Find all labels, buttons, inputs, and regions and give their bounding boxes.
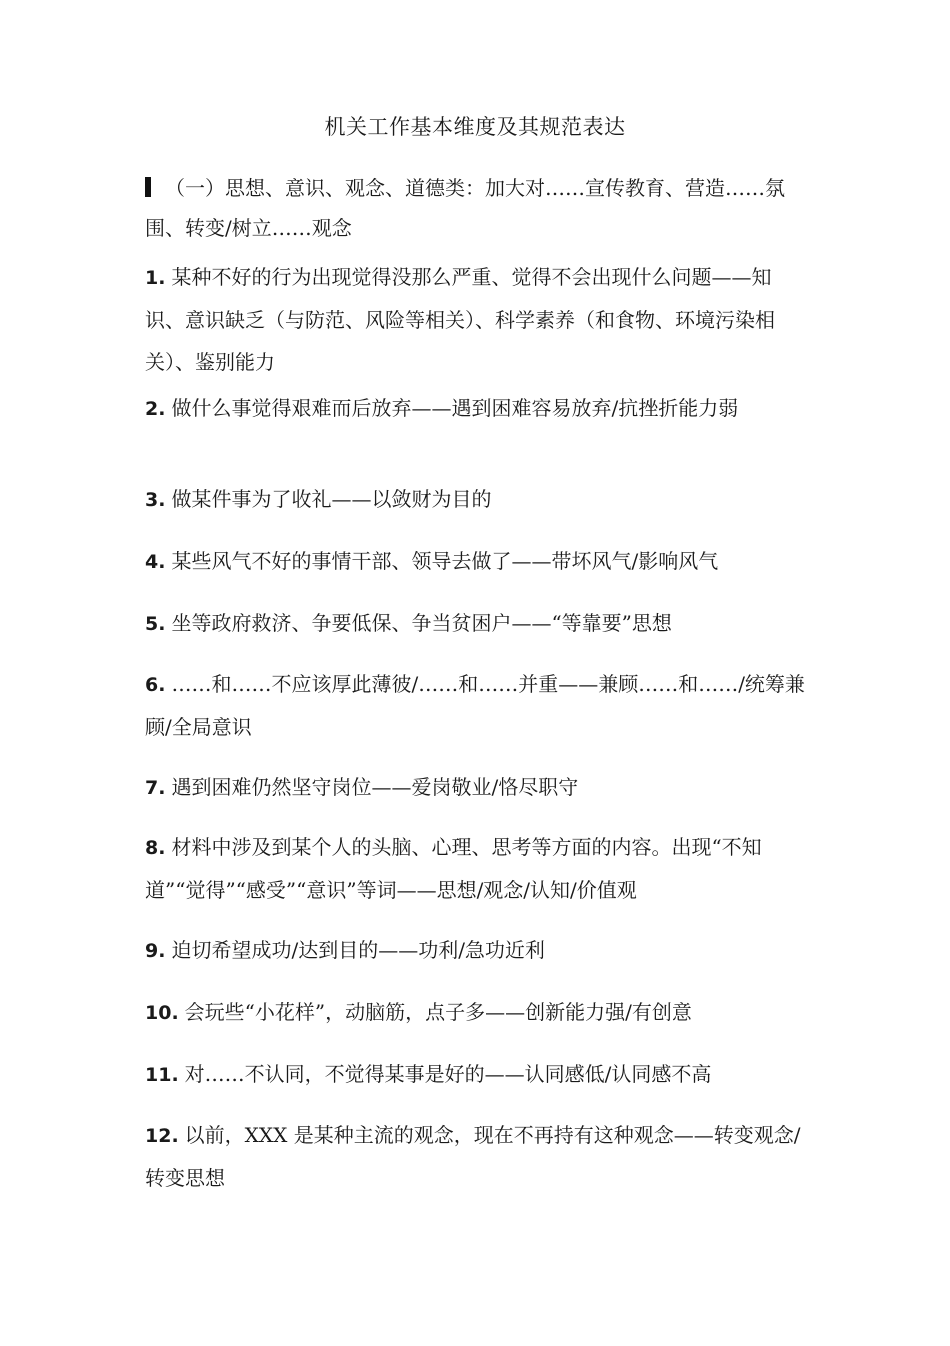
- item-text: 对……不认同，不觉得某事是好的——认同感低/认同感不高: [184, 1062, 712, 1086]
- list-item: [145, 256, 810, 383]
- item-text: 坐等政府救济、争要低保、争当贫困户——“等靠要”思想: [171, 611, 672, 635]
- section-heading-text: （一）思想、意识、观念、道德类：加大对……宣传教育、营造……氛围、转变/树立……观念: [145, 176, 785, 240]
- item-number: 11.: [145, 1064, 179, 1086]
- item-text: 做什么事觉得艰难而后放弃——遇到困难容易放弃/抗挫折能力弱: [171, 396, 739, 420]
- item-text: 遇到困难仍然坚守岗位——爱岗敬业/恪尽职守: [171, 775, 579, 799]
- item-number: 7.: [145, 777, 166, 799]
- item-number: 3.: [145, 489, 166, 511]
- item-text: 以前，XXX 是某种主流的观念，现在不再持有这种观念——转变观念/转变思想: [145, 1123, 801, 1190]
- list-item: [145, 929, 810, 972]
- item-number: 5.: [145, 613, 166, 635]
- list-item: [145, 1114, 810, 1199]
- section-heading: [145, 168, 810, 248]
- item-text: 材料中涉及到某个人的头脑、心理、思考等方面的内容。出现“不知道”“觉得”“感受”“意识”等词——思想/观念/认知/价值观: [145, 835, 762, 902]
- item-number: 12.: [145, 1125, 179, 1147]
- list-item: [145, 602, 810, 645]
- list-item: [145, 1053, 810, 1096]
- item-number: 9.: [145, 940, 166, 962]
- item-text: ……和……不应该厚此薄彼/……和……并重——兼顾……和……/统筹兼顾/全局意识: [145, 672, 805, 739]
- list-item: [145, 663, 810, 748]
- item-number: 1.: [145, 267, 166, 289]
- item-number: 4.: [145, 551, 166, 573]
- list-item: [145, 826, 810, 911]
- section-marker-bar: [145, 177, 151, 197]
- item-text: 做某件事为了收礼——以敛财为目的: [171, 487, 492, 511]
- list-item: [145, 540, 810, 583]
- item-number: 6.: [145, 674, 166, 696]
- document-title: 机关工作基本维度及其规范表达: [324, 115, 626, 139]
- item-text: 会玩些“小花样”，动脑筋，点子多——创新能力强/有创意: [184, 1000, 692, 1024]
- list-item: [145, 991, 810, 1034]
- list-item: [145, 766, 810, 809]
- list-item: [145, 387, 810, 430]
- item-number: 8.: [145, 837, 166, 859]
- item-text: 某些风气不好的事情干部、领导去做了——带坏风气/影响风气: [171, 549, 719, 573]
- item-number: 2.: [145, 398, 166, 420]
- item-number: 10.: [145, 1002, 179, 1024]
- list-item: [145, 478, 810, 521]
- item-text: 某种不好的行为出现觉得没那么严重、觉得不会出现什么问题——知识、意识缺乏（与防范、风险等相关）、科学素养（和食物、环境污染相关）、鉴别能力: [145, 265, 775, 374]
- item-text: 迫切希望成功/达到目的——功利/急功近利: [171, 938, 545, 962]
